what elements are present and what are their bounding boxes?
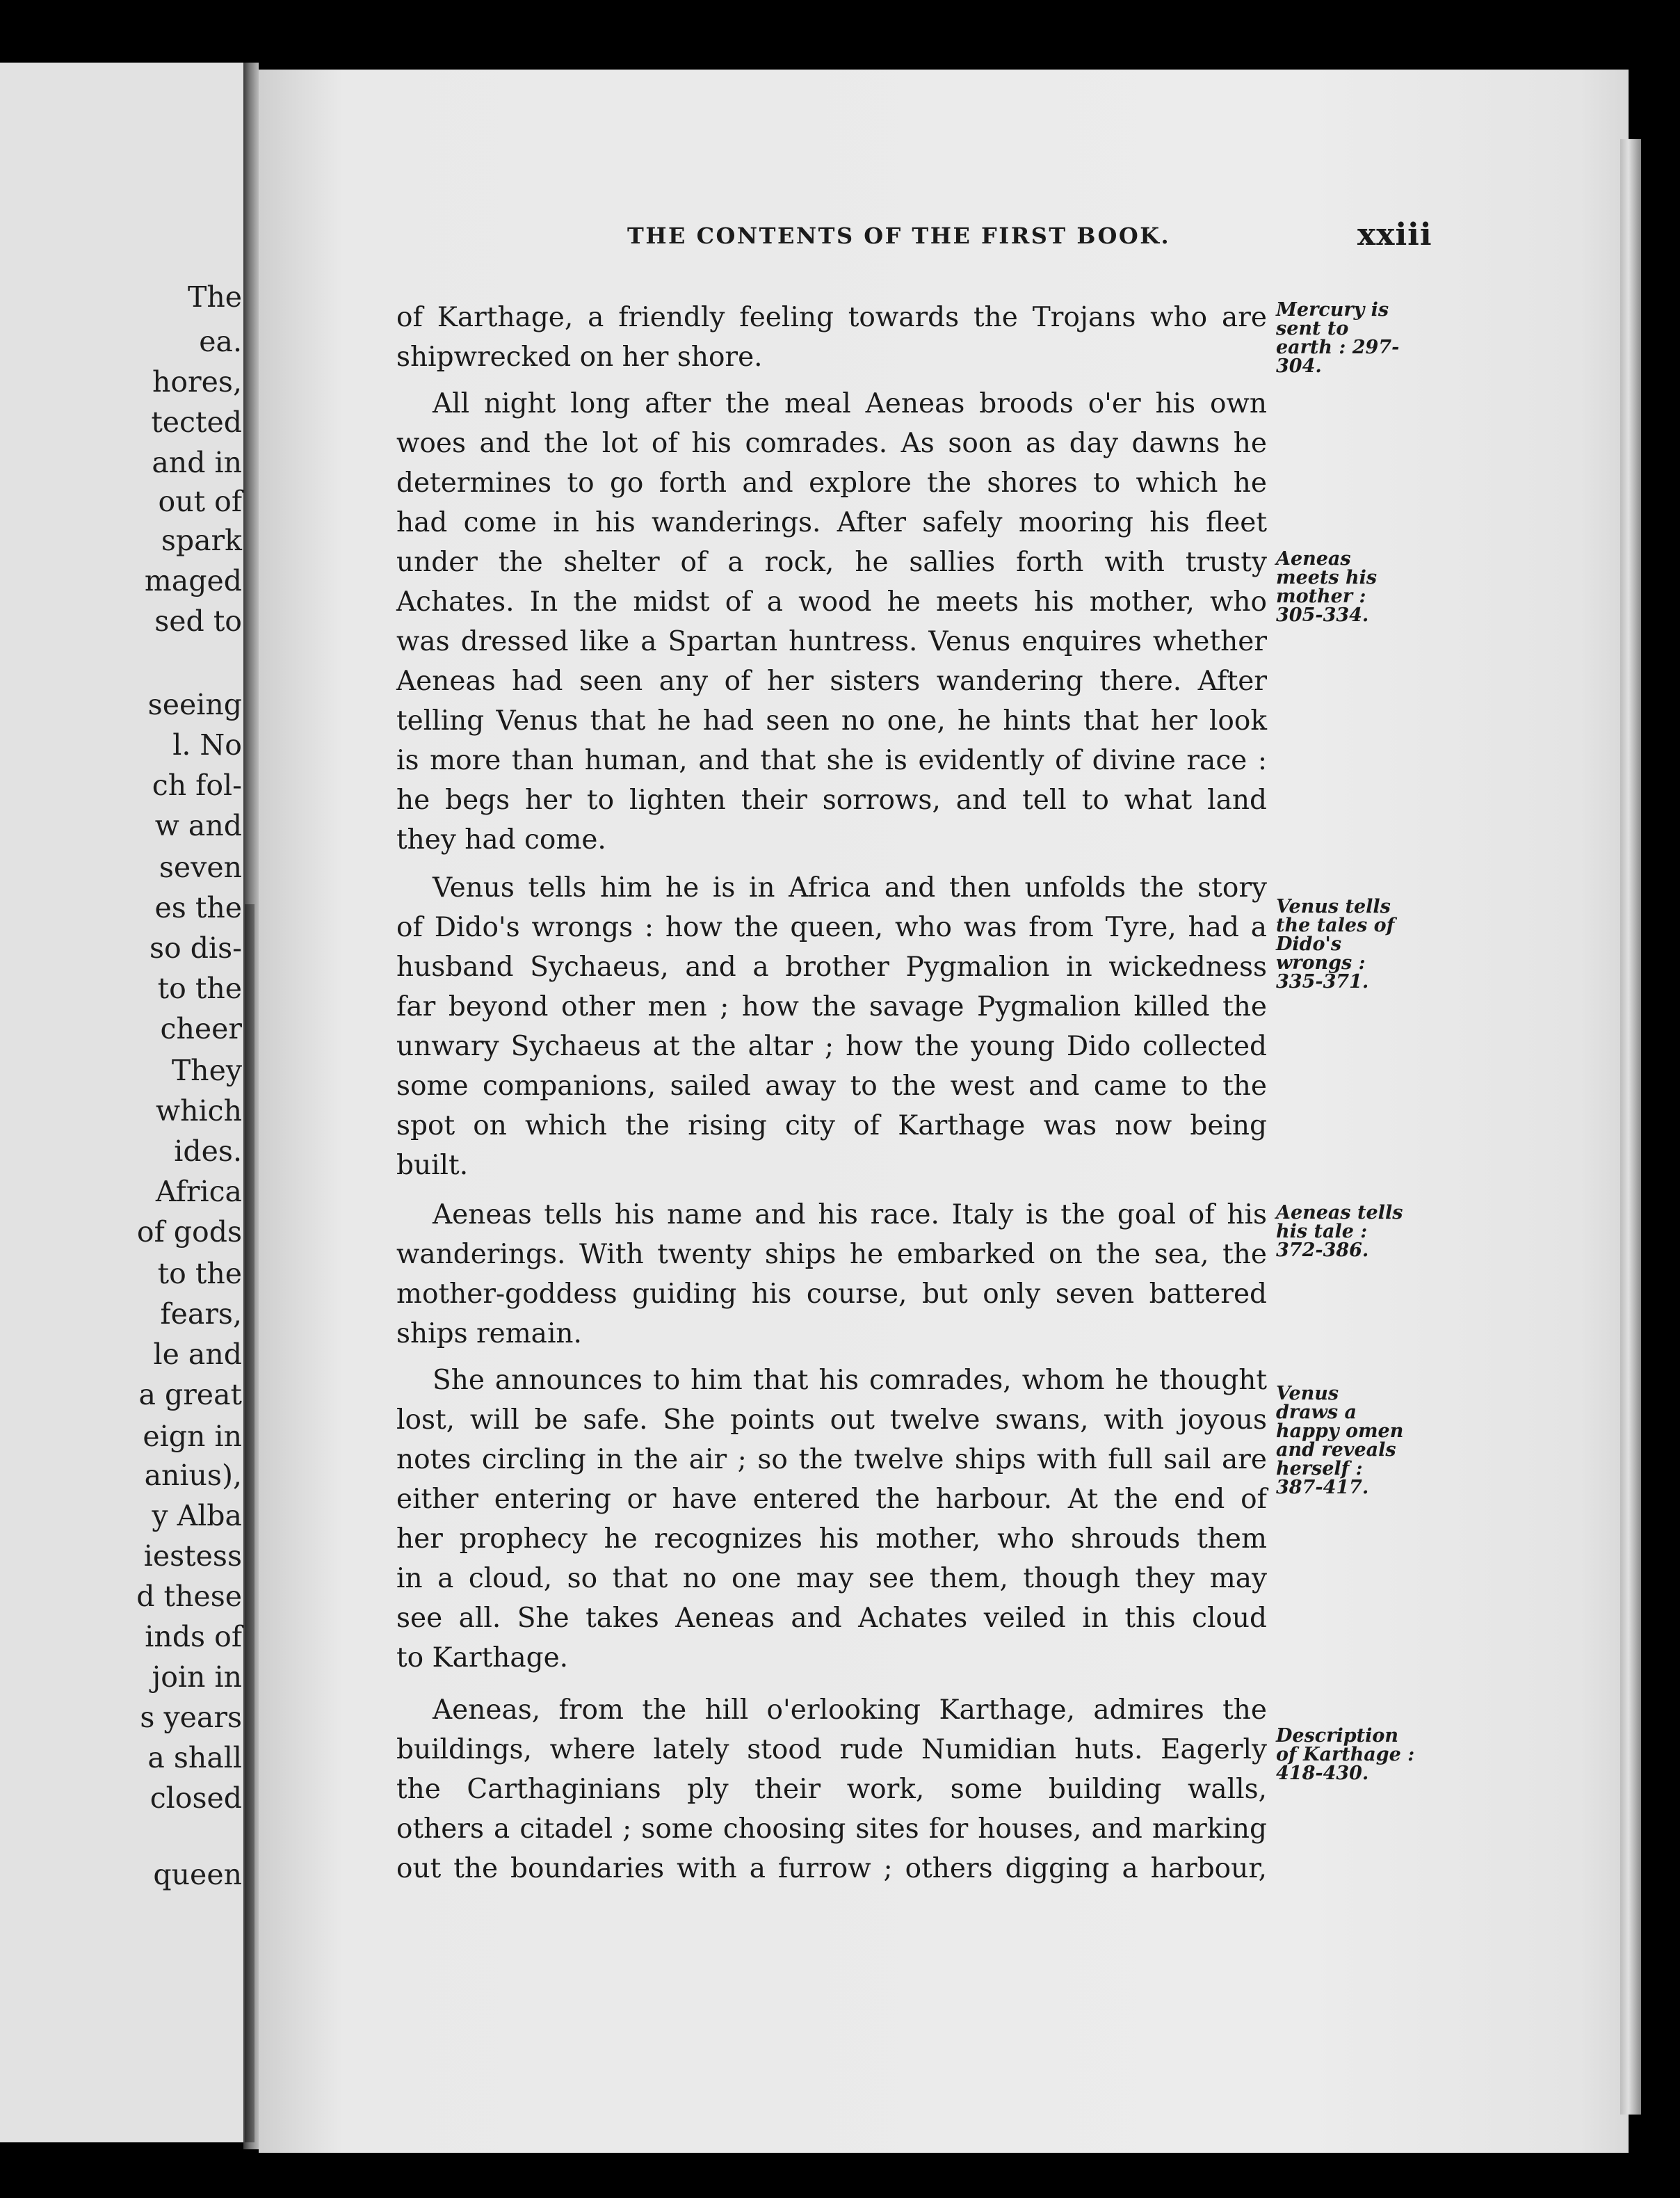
text-line: either entering or have entered the harbour. At the end of <box>396 1484 1267 1515</box>
left-page-word: Africa <box>155 1175 242 1208</box>
left-page-word: queen <box>153 1858 242 1891</box>
left-page-word: ea. <box>199 325 242 358</box>
page-edge <box>1620 139 1641 2115</box>
paragraph <box>396 384 1267 860</box>
text-line: far beyond other men ; how the savage Pygmalion killed the <box>396 991 1267 1022</box>
left-page-word: spark <box>161 524 242 557</box>
text-line: All night long after the meal Aeneas broods o'er his own <box>433 388 1267 419</box>
left-page-word: l. No <box>172 728 242 762</box>
margin-note-line: Venus <box>1276 1383 1339 1404</box>
margin-note-line: wrongs : <box>1276 952 1366 974</box>
left-page-word: anius), <box>144 1459 242 1492</box>
text-line: shipwrecked on her shore. <box>396 342 763 373</box>
margin-note-line: 335-371. <box>1276 971 1369 993</box>
left-page-word: tected <box>151 406 242 439</box>
paragraph <box>396 1690 1267 1888</box>
text-line: wanderings. With twenty ships he embarked on the sea, the <box>396 1239 1267 1270</box>
margin-note <box>1276 897 1443 991</box>
text-line: Aeneas, from the hill o'erlooking Karthage, admires the <box>433 1694 1267 1726</box>
left-page-word: a shall <box>147 1741 242 1774</box>
left-page-word: a great <box>138 1378 242 1411</box>
margin-note-line: Aeneas tells <box>1276 1202 1403 1224</box>
left-page-word: so dis- <box>149 931 242 965</box>
text-line: her prophecy he recognizes his mother, who shrouds them <box>396 1523 1267 1555</box>
text-line: in a cloud, so that no one may see them, though they may <box>396 1563 1267 1594</box>
paragraph <box>396 1195 1267 1354</box>
text-line: was dressed like a Spartan huntress. Venus enquires whether <box>396 626 1267 657</box>
text-line: had come in his wanderings. After safely mooring his fleet <box>396 507 1267 538</box>
text-line: unwary Sychaeus at the altar ; how the young Dido collected <box>396 1031 1267 1062</box>
margin-note-line: sent to <box>1276 318 1349 339</box>
left-page-word: inds of <box>145 1620 242 1653</box>
margin-note <box>1276 550 1443 625</box>
left-page-word: fears, <box>160 1297 242 1331</box>
left-page-word: es the <box>154 891 242 924</box>
left-page-word: seeing <box>147 688 242 721</box>
left-page-word: maged <box>144 564 242 597</box>
margin-note-line: Venus tells <box>1276 896 1391 917</box>
margin-note-line: Aeneas <box>1276 548 1351 570</box>
left-page-word: cheer <box>160 1012 242 1045</box>
left-page-word: ch fol- <box>152 769 242 802</box>
text-line: others a citadel ; some choosing sites for houses, and marking <box>396 1813 1267 1845</box>
paragraph <box>396 868 1267 1185</box>
left-page-word: ides. <box>174 1134 242 1168</box>
margin-note <box>1276 1203 1443 1260</box>
text-line: determines to go forth and explore the shores to which he <box>396 467 1267 499</box>
margin-note <box>1276 1384 1443 1497</box>
text-line: Aeneas tells his name and his race. Italy is the goal of his <box>433 1199 1267 1230</box>
text-line: ships remain. <box>396 1318 582 1349</box>
margin-note-line: 372-386. <box>1276 1240 1369 1261</box>
left-page-word: eign in <box>143 1420 242 1453</box>
running-header: THE CONTENTS OF THE FIRST BOOK. <box>627 223 1171 249</box>
text-line: notes circling in the air ; so the twelve ships with full sail are <box>396 1444 1267 1475</box>
text-line: spot on which the rising city of Karthage was now being <box>396 1110 1267 1141</box>
margin-note-line: 418-430. <box>1276 1763 1369 1784</box>
page-number: xxiii <box>1357 217 1432 252</box>
left-page-word: The <box>187 280 242 314</box>
margin-note-line: Mercury is <box>1276 299 1389 321</box>
text-line: the Carthaginians ply their work, some building walls, <box>396 1774 1267 1805</box>
text-line: built. <box>396 1150 469 1181</box>
margin-note-line: Description <box>1276 1725 1398 1747</box>
text-line: they had come. <box>396 824 606 856</box>
margin-note-line: his tale : <box>1276 1221 1368 1242</box>
text-line: to Karthage. <box>396 1642 569 1674</box>
text-line: Achates. In the midst of a wood he meets his mother, who <box>396 586 1267 618</box>
text-line: woes and the lot of his comrades. As soon as day dawns he <box>396 428 1267 459</box>
text-line: some companions, sailed away to the west and came to the <box>396 1070 1267 1102</box>
left-page-word: They <box>171 1054 242 1087</box>
left-page-word: join in <box>152 1660 242 1694</box>
text-line: he begs her to lighten their sorrows, and tell to what land <box>396 785 1267 816</box>
left-page-word: le and <box>153 1338 242 1371</box>
margin-note-line: meets his <box>1276 567 1378 588</box>
left-page-word: hores, <box>152 365 242 399</box>
margin-note <box>1276 300 1443 376</box>
text-line: telling Venus that he had seen no one, he hints that her look <box>396 705 1267 737</box>
left-page-word: out of <box>158 485 242 518</box>
margin-note-line: mother : <box>1276 586 1366 607</box>
text-line: lost, will be safe. She points out twelve swans, with joyous <box>396 1404 1267 1436</box>
left-page-word: s years <box>140 1701 242 1734</box>
margin-note-line: of Karthage : <box>1276 1744 1415 1765</box>
left-page-word: and in <box>152 446 242 479</box>
left-page-word: iestess <box>143 1539 242 1573</box>
text-line: Aeneas had seen any of her sisters wandering there. After <box>396 666 1267 697</box>
text-line: Venus tells him he is in Africa and then unfolds the story <box>433 872 1267 904</box>
paragraph <box>396 1361 1267 1678</box>
margin-note-line: Dido's <box>1276 933 1342 955</box>
left-page-word: d these <box>136 1580 242 1613</box>
text-line: of Dido's wrongs : how the queen, who was from Tyre, had a <box>396 912 1267 943</box>
left-page-word: seven <box>159 851 242 884</box>
margin-note-line: the tales of <box>1276 915 1395 936</box>
text-line: out the boundaries with a furrow ; others digging a harbour, <box>396 1853 1267 1884</box>
text-line: mother-goddess guiding his course, but only seven battered <box>396 1278 1267 1310</box>
left-page-word: w and <box>154 809 242 842</box>
left-page-word: to the <box>157 972 242 1005</box>
text-line: under the shelter of a rock, he sallies forth with trusty <box>396 547 1267 578</box>
margin-note-line: herself : <box>1276 1458 1363 1479</box>
margin-note-line: draws a <box>1276 1402 1357 1423</box>
margin-note-line: earth : 297- <box>1276 337 1400 358</box>
binding-shadow <box>245 904 255 2142</box>
text-line: buildings, where lately stood rude Numidian huts. Eagerly <box>396 1734 1267 1765</box>
text-line: is more than human, and that she is evidently of divine race : <box>396 745 1267 776</box>
margin-note-line: happy omen <box>1276 1420 1404 1442</box>
margin-note <box>1276 1726 1443 1783</box>
left-page-word: of gods <box>136 1215 242 1249</box>
paragraph <box>396 298 1267 377</box>
margin-note-line: 305-334. <box>1276 604 1369 626</box>
left-page-word: sed to <box>154 604 242 638</box>
text-line: of Karthage, a friendly feeling towards the Trojans who are <box>396 302 1267 333</box>
margin-note-line: and reveals <box>1276 1439 1396 1461</box>
text-line: husband Sychaeus, and a brother Pygmalion in wickedness <box>396 952 1267 983</box>
left-page-word: to the <box>157 1257 242 1290</box>
text-line: see all. She takes Aeneas and Achates veiled in this cloud <box>396 1603 1267 1634</box>
left-page-word: y Alba <box>152 1499 242 1532</box>
text-line: She announces to him that his comrades, whom he thought <box>433 1365 1267 1396</box>
left-page-word: which <box>156 1094 242 1128</box>
margin-note-line: 387-417. <box>1276 1477 1369 1498</box>
margin-note-line: 304. <box>1276 355 1322 377</box>
left-page-word: closed <box>150 1781 242 1815</box>
